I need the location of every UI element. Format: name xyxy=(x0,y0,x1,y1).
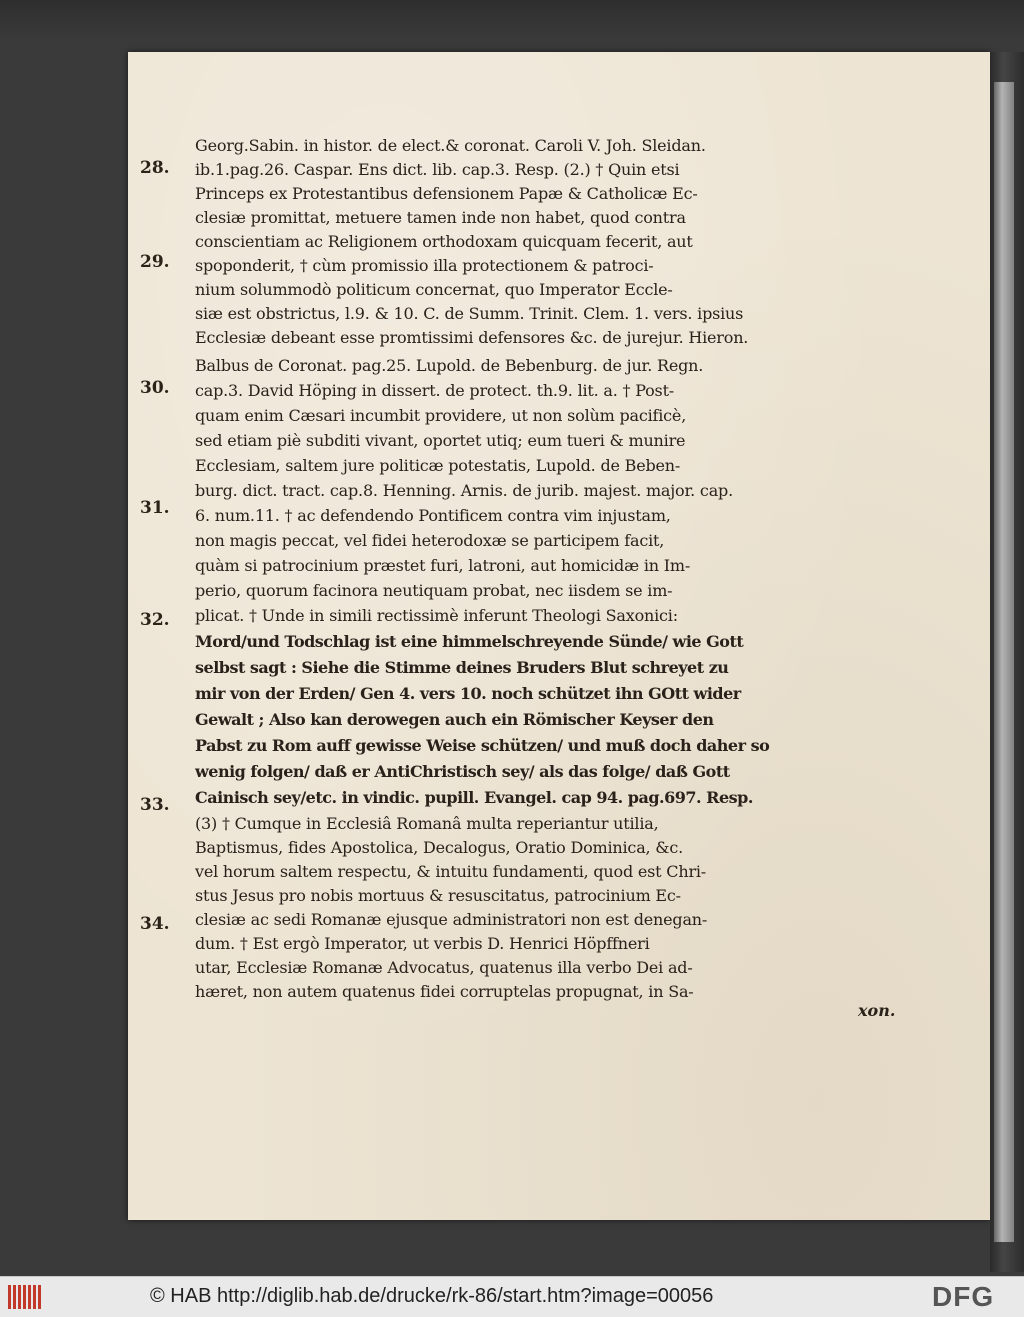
text-line-fraktur: selbst sagt : Siehe die Stimme deines Bruders Blut schreyet zu xyxy=(195,658,729,677)
margin-number-31: 31. xyxy=(140,498,170,518)
text-line: utar, Ecclesiæ Romanæ Advocatus, quatenus illa verbo Dei ad- xyxy=(195,958,693,977)
hab-logo-icon xyxy=(8,1285,44,1309)
text-line: Ecclesiæ debeant esse promtissimi defensores &c. de jurejur. Hieron. xyxy=(195,328,749,347)
text-line: vel horum saltem respectu, & intuitu fundamenti, quod est Chri- xyxy=(195,862,707,881)
text-line: (3) † Cumque in Ecclesiâ Romanâ multa reperiantur utilia, xyxy=(195,814,659,833)
margin-number-32: 32. xyxy=(140,610,170,630)
viewer-top-bar xyxy=(0,0,1024,40)
page-edge xyxy=(990,52,1024,1272)
text-line: non magis peccat, vel fidei heterodoxæ se participem facit, xyxy=(195,531,665,550)
text-line: plicat. † Unde in simili rectissimè inferunt Theologi Saxonici: xyxy=(195,606,678,625)
text-line: cap.3. David Höping in dissert. de protect. th.9. lit. a. † Post- xyxy=(195,381,675,400)
text-line-fraktur: mir von der Erden/ Gen 4. vers 10. noch schützet ihn GOtt wider xyxy=(195,684,741,703)
text-line: clesiæ ac sedi Romanæ ejusque administratori non est denegan- xyxy=(195,910,708,929)
text-line: Ecclesiam, saltem jure politicæ potestatis, Lupold. de Beben- xyxy=(195,456,681,475)
text-line: ib.1.pag.26. Caspar. Ens dict. lib. cap.3. Resp. (2.) † Quin etsi xyxy=(195,160,680,179)
text-line: 6. num.11. † ac defendendo Pontificem contra vim injustam, xyxy=(195,506,671,525)
text-line-fraktur: Mord/und Todschlag ist eine himmelschreyende Sünde/ wie Gott xyxy=(195,632,744,651)
text-line: quàm si patrocinium præstet furi, latroni, aut homicidæ in Im- xyxy=(195,556,691,575)
text-line: hæret, non autem quatenus fidei corruptelas propugnat, in Sa- xyxy=(195,982,694,1001)
text-line-fraktur: Cainisch sey/etc. in vindic. pupill. Evangel. cap 94. pag.697. Resp. xyxy=(195,788,753,807)
text-line: Princeps ex Protestantibus defensionem Papæ & Catholicæ Ec- xyxy=(195,184,698,203)
text-line: nium solummodò politicum concernat, quo Imperator Eccle- xyxy=(195,280,673,299)
text-line: Baptismus, fides Apostolica, Decalogus, Oratio Dominica, &c. xyxy=(195,838,683,857)
margin-number-33: 33. xyxy=(140,795,170,815)
text-line: spoponderit, † cùm promissio illa protectionem & patroci- xyxy=(195,256,654,275)
text-line: conscientiam ac Religionem orthodoxam quicquam fecerit, aut xyxy=(195,232,693,251)
text-line: perio, quorum facinora neutiquam probat, nec iisdem se im- xyxy=(195,581,673,600)
text-line: Georg.Sabin. in histor. de elect.& coronat. Caroli V. Joh. Sleidan. xyxy=(195,136,706,155)
margin-number-28: 28. xyxy=(140,158,170,178)
margin-number-30: 30. xyxy=(140,378,170,398)
dfg-logo: DFG xyxy=(932,1281,995,1312)
text-line: sed etiam piè subditi vivant, oportet utiq; eum tueri & munire xyxy=(195,431,686,450)
text-line: burg. dict. tract. cap.8. Henning. Arnis. de jurib. majest. major. cap. xyxy=(195,481,733,500)
text-line-fraktur: wenig folgen/ daß er AntiChristisch sey/ als das folge/ daß Gott xyxy=(195,762,730,781)
text-line: dum. † Est ergò Imperator, ut verbis D. Henrici Höpffneri xyxy=(195,934,650,953)
footer-credit-link[interactable]: © HAB http://diglib.hab.de/drucke/rk-86/start.htm?image=00056 xyxy=(150,1285,714,1307)
text-line-fraktur: Pabst zu Rom auff gewisse Weise schützen/ und muß doch daher so xyxy=(195,736,770,755)
catchword: xon. xyxy=(858,1001,896,1020)
text-line: stus Jesus pro nobis mortuus & resuscitatus, patrocinium Ec- xyxy=(195,886,681,905)
margin-number-34: 34. xyxy=(140,914,170,934)
text-line: quam enim Cæsari incumbit providere, ut non solùm pacificè, xyxy=(195,406,687,425)
text-line: Balbus de Coronat. pag.25. Lupold. de Bebenburg. de jur. Regn. xyxy=(195,356,704,375)
text-line-fraktur: Gewalt ; Also kan derowegen auch ein Römischer Keyser den xyxy=(195,710,714,729)
text-line: clesiæ promittat, metuere tamen inde non habet, quod contra xyxy=(195,208,686,227)
text-line: siæ est obstrictus, l.9. & 10. C. de Summ. Trinit. Clem. 1. vers. ipsius xyxy=(195,304,744,323)
footer-bar xyxy=(0,1276,1024,1317)
margin-number-29: 29. xyxy=(140,252,170,272)
